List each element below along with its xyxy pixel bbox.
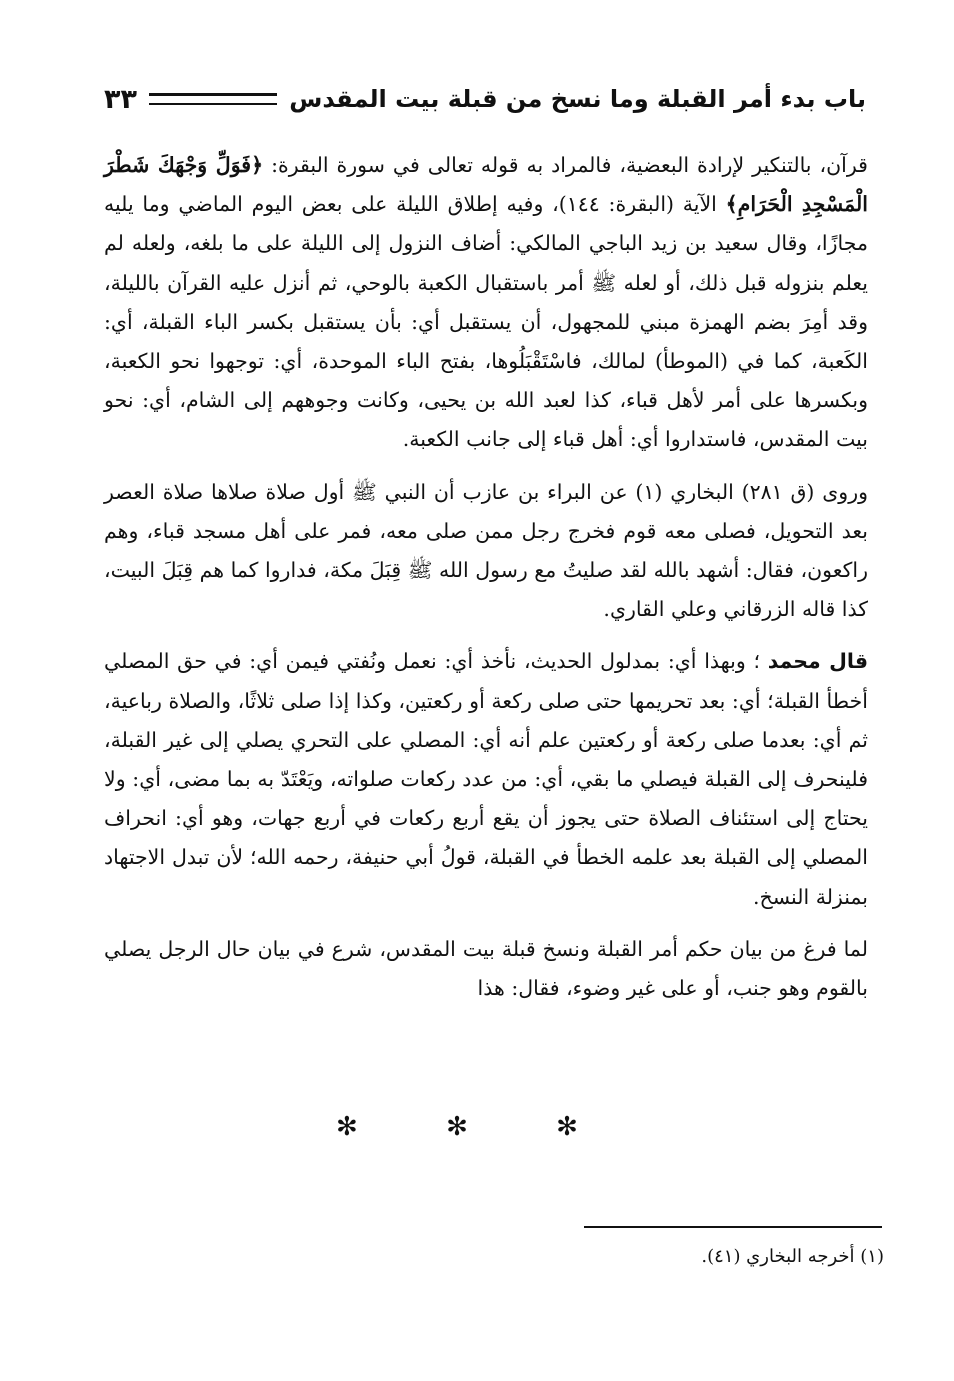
paragraph-4: لما فرغ من بيان حكم أمر القبلة ونسخ قبلة بيت المقدس، شرع في بيان حال الرجل يصلي بالقوم وهو جنب، أو على غير وضوء، فقال: هذا <box>104 936 868 1001</box>
footnote: (١) أخرجه البخاري (٤١). <box>701 1246 884 1267</box>
section-separator: ✻ ✻ ✻ <box>336 1112 618 1142</box>
page-number: ٣٣ <box>104 83 137 115</box>
chapter-title: باب بدء أمر القبلة وما نسخ من قبلة بيت المقدس <box>289 85 866 113</box>
paragraph-3-text: ؛ وبهذا أي: بمدلول الحديث، نأخذ أي: نعمل ونُفتي فيمن أي: في حق المصلي أخطأ القبلة؛ أي: بعد تحريمها حتى صلى ركعة أو ركعتين، وكذا إذا صلى ثلاثًا، والصلاة رباعية، ثم أي: بعدما صلى ركعة أو ركعتين علم أنه أي: المصلي على التحري يصلي إلى غير القبلة، فلينحرف إلى القبلة فيصلي ما بقي، أي: من عدد ركعات صلواته، ويَعْتَدّ به بما مضى، أي: ولا يحتاج إلى استئناف الصلاة حتى يجوز أن يقع أربع ركعات في أربع جهات، وهو أي: انحراف المصلي إلى القبلة بعد علمه الخطأ في القبلة، قولُ أبي حنيفة، رحمه الله؛ لأن تبدل الاجتهاد بمنزلة النسخ. <box>104 649 868 909</box>
paragraph-1 <box>104 146 868 460</box>
main-text <box>104 146 868 1021</box>
paragraph-3 <box>104 642 868 916</box>
paragraph-2: وروى (ق ٢٨١) البخاري (١) عن البراء بن عازب أن النبي ﷺ أول صلاة صلاها صلاة العصر بعد التحويل، فصلى معه قوم فخرج رجل ممن صلى معه، فمر على أهل مسجد قباء، وهم راكعون، فقال: أشهد بالله لقد صليتُ مع رسول الله ﷺ قِبَلَ مكة، فداروا كما هم قِبَلَ البيت، كذا قاله الزرقاني وعلي القاري. <box>104 479 868 622</box>
quran-verse: ﴿فَوَلِّ وَجْهَكَ شَطْرَ الْمَسْجِدِ الْحَرَامِ﴾ <box>104 153 868 217</box>
paragraph-3-lead: قال محمد <box>767 649 868 674</box>
footnote-rule <box>584 1226 882 1228</box>
paragraph-1-intro: قرآن، بالتنكير لإرادة البعضية، فالمراد به قوله تعالى في سورة البقرة: <box>263 153 868 177</box>
paragraph-1-rest: الآية (البقرة: ١٤٤)، وفيه إطلاق الليلة على بعض اليوم الماضي وما يليه مجازًا، وقال سعيد بن زيد الباجي المالكي: أضاف النزول إلى الليلة على ما بلغه، ولعله لم يعلم بنزوله قبل ذلك، أو لعله ﷺ أمر باستقبال الكعبة بالوحي، ثم أنزل عليه القرآن بالليلة، وقد أمِرَ بضم الهمزة مبني للمجهول، أن يستقبل أي: بأن يستقبل بكسر الباء القبلة، أي: الكَعبة، كما في (الموطأ) لمالك، فاسْتَقْبَلُوها، بفتح الباء الموحدة، أي: توجهوا نحو الكعبة، وبكسرها على أمر لأهل قباء، كذا لعبد الله بن يحيى، وكانت وجوههم إلى الشام، أي: نحو بيت المقدس، فاستداروا أي: أهل قباء إلى جانب الكعبة. <box>104 192 868 452</box>
header-rule <box>149 93 277 105</box>
page-header <box>104 78 866 120</box>
